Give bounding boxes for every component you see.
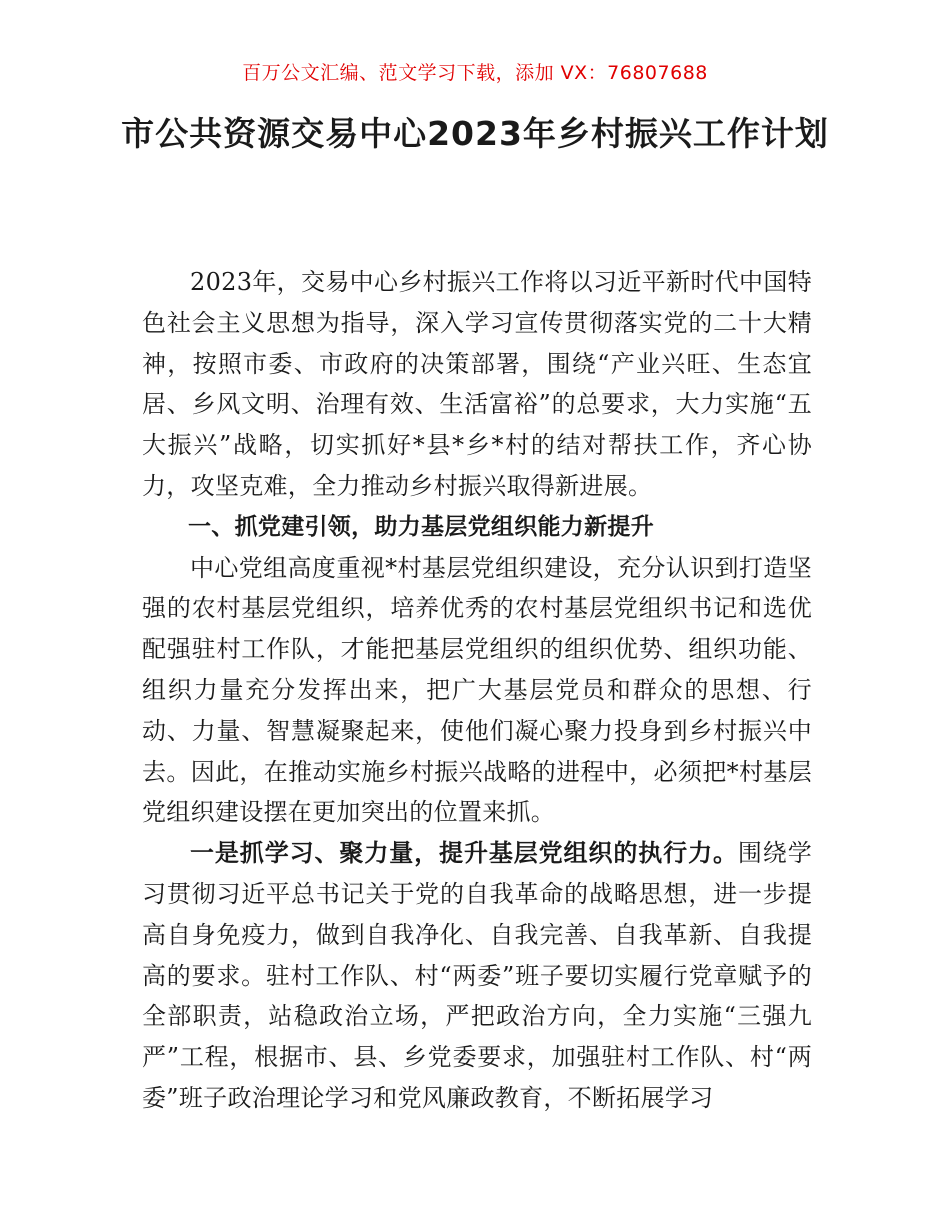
section-1-paragraph: 中心党组高度重视*村基层党组织建设，充分认识到打造坚强的农村基层党组织，培养优秀的农村基层党组织书记和选优配强驻村工作队，才能把基层党组织的组织优势、组织功能、组织力量充分发挥出来，把广大基层党员和群众的思想、行动、力量、智慧凝聚起来，使他们凝心聚力投身到乡村振兴中去。因此，在推动实施乡村振兴战略的进程中，必须把*村基层党组织建设摆在更加突出的位置来抓。	[142, 553, 812, 827]
item-1-body: 围绕学习贯彻习近平总书记关于党的自我革命的战略思想，进一步提高自身免疫力，做到自我净化、自我完善、自我革新、自我提高的要求。驻村工作队、村“两委”班子要切实履行党章赋予的全部职责，站稳政治立场，严把政治方向，全力实施“三强九严”工程，根据市、县、乡党委要求，加强驻村工作队、村“两委”班子政治理论学习和党风廉政教育，不断拓展学习	[142, 839, 812, 1112]
document-title: 市公共资源交易中心2023年乡村振兴工作计划	[121, 114, 829, 153]
item-1-lead: 一是抓学习、聚力量，提升基层党组织的执行力。	[190, 839, 738, 868]
watermark-text: 百万公文汇编、范文学习下载，添加 VX：76807688	[242, 62, 708, 84]
section-heading-1: 一、抓党建引领，助力基层党组织能力新提升	[188, 513, 654, 540]
item-1-paragraph	[142, 833, 812, 1119]
document-body	[142, 262, 812, 1119]
intro-paragraph: 2023年，交易中心乡村振兴工作将以习近平新时代中国特色社会主义思想为指导，深入学习宣传贯彻落实党的二十大精神，按照市委、市政府的决策部署，围绕“产业兴旺、生态宜居、乡风文明、治理有效、生活富裕”的总要求，大力实施“五大振兴”战略，切实抓好*县*乡*村的结对帮扶工作，齐心协力，攻坚克难，全力推动乡村振兴取得新进展。	[142, 268, 812, 500]
